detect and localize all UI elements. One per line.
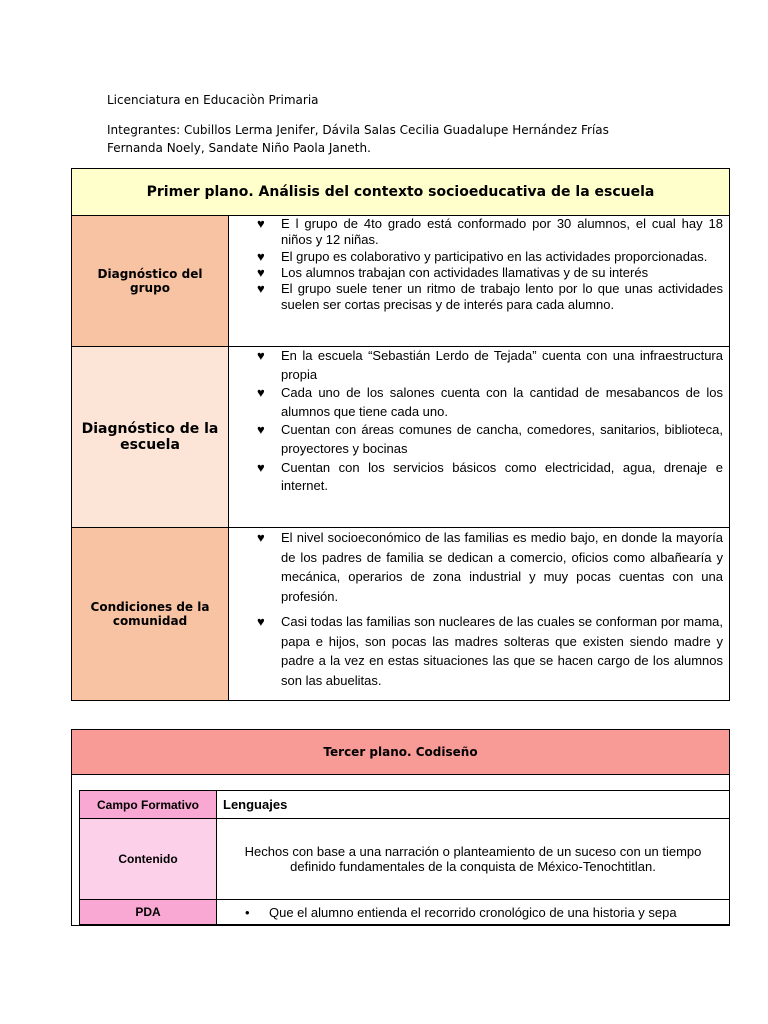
row-label-group: Diagnóstico del grupo xyxy=(72,216,229,347)
heart-icon: ♥ xyxy=(257,281,265,297)
degree-line: Licenciatura en Educaciòn Primaria xyxy=(107,93,319,107)
pda-value: Que el alumno entienda el recorrido cronológico de una historia y sepa xyxy=(269,904,677,920)
plan1-table xyxy=(71,168,730,701)
table-row xyxy=(80,819,730,900)
row-body-group xyxy=(229,216,730,347)
heart-icon: ♥ xyxy=(257,614,265,629)
list-item: ♥ E l grupo de 4to grado está conformado por 30 alumnos, el cual hay 18 niños y 12 niñas. xyxy=(257,216,723,248)
heart-icon: ♥ xyxy=(257,459,265,475)
contenido-label: Contenido xyxy=(80,819,217,900)
row-label-school: Diagnóstico de la escuela xyxy=(72,347,229,528)
plan3-title: Tercer plano. Codiseño xyxy=(71,729,730,775)
table-row xyxy=(72,347,730,528)
heart-icon: ♥ xyxy=(257,530,265,545)
campo-label: Campo Formativo xyxy=(80,791,217,819)
list-item: ♥ Cuentan con áreas comunes de cancha, comedores, sanitarios, biblioteca, proyectores y bocinas xyxy=(257,422,723,456)
table-row xyxy=(72,216,730,347)
bullet-icon: • xyxy=(245,904,250,920)
list-item: ♥ El nivel socioeconómico de las familias es medio bajo, en donde la mayoría de los padres de familia se dedican a comercio, oficios como albañearía y mecánica, operarios de zona industrial y muy pocas cuentas con una profesión. xyxy=(257,530,723,604)
table-row xyxy=(80,791,730,819)
pda-value-cell xyxy=(217,900,730,925)
plan1-title: Primer plano. Análisis del contexto socioeducativa de la escuela xyxy=(72,169,730,216)
heart-icon: ♥ xyxy=(257,422,265,438)
campo-value: Lenguajes xyxy=(217,791,730,819)
heart-icon: ♥ xyxy=(257,348,265,363)
list-item: ♥ El grupo suele tener un ritmo de trabajo lento por lo que unas actividades suelen ser cortas precisas y de interés para cada alumno. xyxy=(257,281,723,313)
row-body-school xyxy=(229,347,730,528)
list-item: ♥ Los alumnos trabajan con actividades llamativas y de su interés xyxy=(257,264,649,280)
row-body-community xyxy=(229,528,730,701)
heart-icon: ♥ xyxy=(257,385,265,401)
list-item: ♥ Cada uno de los salones cuenta con la cantidad de mesabancos de los alumnos que tiene cada uno. xyxy=(257,385,723,419)
table-row xyxy=(72,528,730,701)
pda-label: PDA xyxy=(80,900,217,925)
contenido-value: Hechos con base a una narración o planteamiento de un suceso con un tiempo definido fundamentales de la conquista de México-Tenochtitlan. xyxy=(217,819,730,900)
plan3-table xyxy=(79,790,730,925)
members-line: Integrantes: Cubillos Lerma Jenifer, Dávila Salas Cecilia Guadalupe Hernández Frías Fernanda Noely, Sandate Niño Paola Janeth. xyxy=(107,123,609,155)
table-row xyxy=(80,900,730,925)
heart-icon: ♥ xyxy=(257,264,265,280)
list-item: ♥ En la escuela “Sebastián Lerdo de Tejada” cuenta con una infraestructura propia xyxy=(257,348,723,382)
list-item: ♥ El grupo es colaborativo y participativo en las actividades proporcionadas. xyxy=(257,248,708,264)
heart-icon: ♥ xyxy=(257,216,265,231)
row-label-community: Condiciones de la comunidad xyxy=(72,528,229,701)
list-item: ♥ Cuentan con los servicios básicos como electricidad, agua, drenaje e internet. xyxy=(257,459,723,494)
heart-icon: ♥ xyxy=(257,248,265,264)
list-item: ♥ Casi todas las familias son nucleares de las cuales se conforman por mama, papa e hijos, son pocas las madres solteras que existen siendo madre y padre a la vez en estas situaciones las que se hacen cargo de los alumnos son las abuelitas. xyxy=(257,614,723,688)
